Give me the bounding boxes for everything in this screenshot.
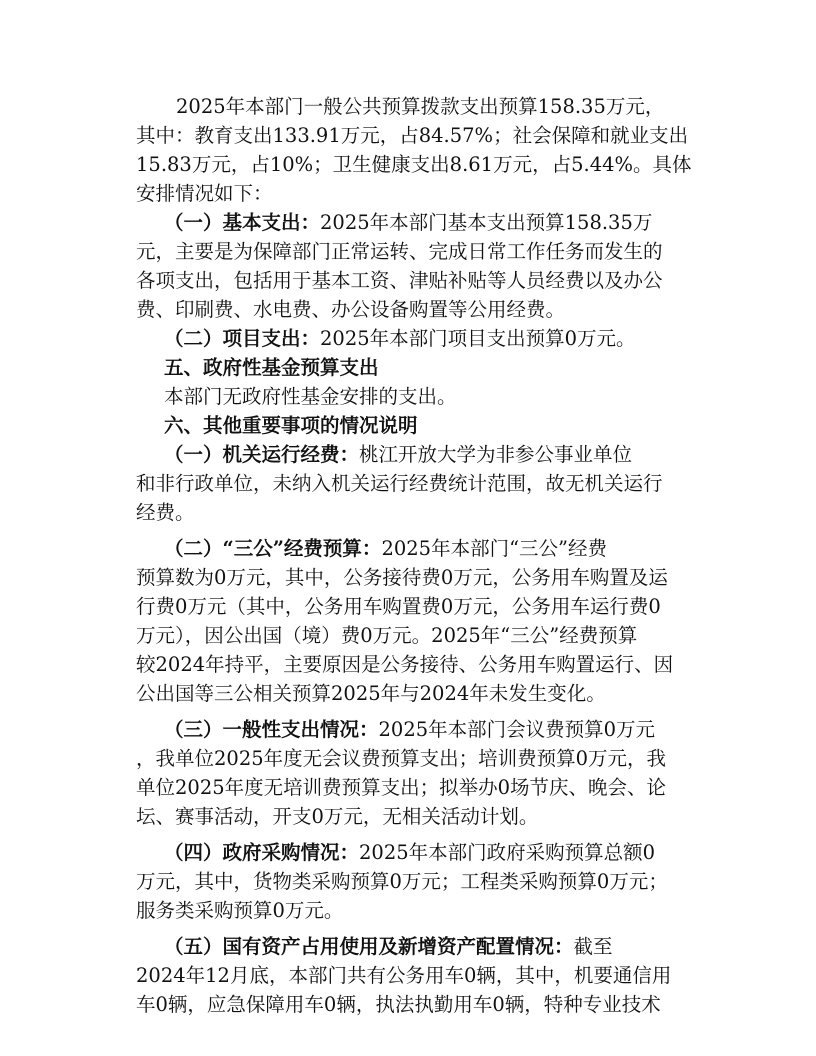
text-line: 2025年本部门会议费预算0万元 xyxy=(378,718,656,741)
three-public-expenses-paragraph xyxy=(136,534,686,708)
text-line: 2024年12月底，本部门共有公务用车0辆，其中，机要通信用 xyxy=(136,964,672,987)
state-assets-label: （五）国有资产占用使用及新增资产配置情况： xyxy=(164,935,574,958)
section-heading-other-matters: 六、其他重要事项的情况说明 xyxy=(164,414,418,437)
text-line: 15.83万元，占10%；卫生健康支出8.61万元，占5.44%。具体 xyxy=(136,153,692,176)
text-line: 预算数为0万元，其中，公务接待费0万元，公务用车购置及运 xyxy=(136,566,668,589)
text-line: 2025年本部门项目支出预算0万元。 xyxy=(320,327,636,350)
operating-expenses-label: （一）机关运行经费： xyxy=(164,443,360,466)
basic-expenditure-paragraph xyxy=(136,208,686,324)
text-line: 服务类采购预算0万元。 xyxy=(136,899,344,922)
text-line: 万元，其中，货物类采购预算0万元；工程类采购预算0万元； xyxy=(136,870,668,893)
project-expenditure-paragraph xyxy=(136,324,686,353)
text-line: 截至 xyxy=(573,935,613,958)
text-line: 经费。 xyxy=(136,501,195,524)
section-heading-government-fund: 五、政府性基金预算支出 xyxy=(164,356,379,379)
text-line: 2025年本部门一般公共预算拨款支出预算158.35万元， xyxy=(176,95,665,118)
government-fund-text: 本部门无政府性基金安排的支出。 xyxy=(164,385,457,408)
text-line: 元，主要是为保障部门正常运转、完成日常工作任务而发生的 xyxy=(136,240,663,263)
project-expenditure-label: （二）项目支出： xyxy=(164,327,321,350)
text-line: 万元），因公出国（境）费0万元。2025年“三公”经费预算 xyxy=(136,624,638,647)
document-page xyxy=(136,92,692,1019)
text-line: 其中：教育支出133.91万元，占84.57%；社会保障和就业支出 xyxy=(136,124,689,147)
procurement-label: （四）政府采购情况： xyxy=(164,841,360,864)
operating-expenses-paragraph xyxy=(136,440,686,527)
basic-expenditure-label: （一）基本支出： xyxy=(164,211,321,234)
text-line: 费、印刷费、水电费、办公设备购置等公用经费。 xyxy=(136,298,566,321)
text-line: 公出国等三公相关预算2025年与2024年未发生变化。 xyxy=(136,682,606,705)
general-expenses-paragraph xyxy=(136,715,686,831)
text-line: 行费0万元（其中，公务用车购置费0万元，公务用车运行费0 xyxy=(136,595,661,618)
three-public-expenses-label: （二）“三公”经费预算： xyxy=(164,537,382,560)
text-line: 2025年本部门“三公”经费 xyxy=(381,537,608,560)
text-line: 车0辆，应急保障用车0辆，执法执勤用车0辆，特种专业技术 xyxy=(136,993,661,1016)
text-line: 安排情况如下： xyxy=(136,182,273,205)
state-assets-paragraph xyxy=(136,932,686,1019)
procurement-paragraph xyxy=(136,838,686,925)
text-line: 2025年本部门政府采购预算总额0 xyxy=(359,841,656,864)
text-line: 各项支出，包括用于基本工资、津贴补贴等人员经费以及办公 xyxy=(136,269,663,292)
text-line: ，我单位2025年度无会议费预算支出；培训费预算0万元，我 xyxy=(136,747,667,770)
text-line: 2025年本部门基本支出预算158.35万 xyxy=(320,211,653,234)
text-line: 单位2025年度无培训费预算支出；拟举办0场节庆、晚会、论 xyxy=(136,776,667,799)
budget-overview-paragraph xyxy=(136,92,692,208)
text-line: 和非行政单位，未纳入机关运行经费统计范围，故无机关运行 xyxy=(136,472,663,495)
text-line: 坛、赛事活动，开支0万元，无相关活动计划。 xyxy=(136,805,539,828)
text-line: 较2024年持平，主要原因是公务接待、公务用车购置运行、因 xyxy=(136,653,674,676)
text-line: 桃江开放大学为非参公事业单位 xyxy=(359,443,633,466)
general-expenses-label: （三）一般性支出情况： xyxy=(164,718,379,741)
